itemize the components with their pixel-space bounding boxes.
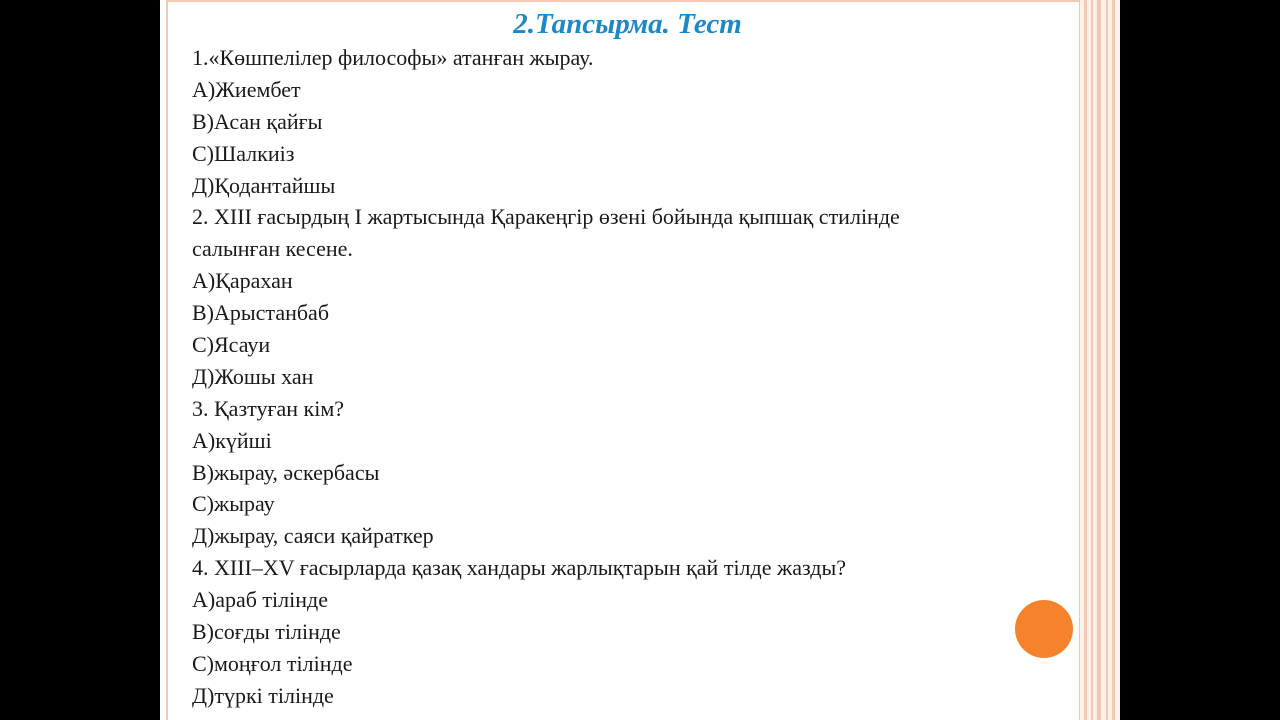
question-1-option-b: В)Асан қайғы bbox=[192, 108, 323, 134]
question-3: 3. Қазтуған кім? bbox=[192, 395, 345, 421]
question-1-option-c: С)Шалкиіз bbox=[192, 140, 295, 166]
question-4-option-b: В)соғды тілінде bbox=[192, 619, 341, 645]
question-4-option-a: А)араб тілінде bbox=[192, 587, 328, 613]
question-3-option-d: Д)жырау, саяси қайраткер bbox=[192, 523, 434, 549]
question-1-option-a: А)Жиембет bbox=[192, 76, 301, 102]
question-2-line-1: 2. ХІІІ ғасырдың І жартысында Қаракеңгір өзені бойында қыпшақ стилінде bbox=[192, 204, 900, 230]
test-content bbox=[192, 42, 1052, 712]
question-2-line-2: салынған кесене. bbox=[192, 236, 353, 262]
question-3-option-b: В)жырау, әскербасы bbox=[192, 459, 380, 485]
slide bbox=[160, 0, 1120, 720]
question-3-option-c: С)жырау bbox=[192, 491, 275, 517]
question-2-option-a: А)Қарахан bbox=[192, 268, 293, 294]
question-2-option-b: В)Арыстанбаб bbox=[192, 300, 330, 326]
question-1: 1.«Көшпелілер философы» атанған жырау. bbox=[192, 45, 594, 70]
question-4-option-d: Д)түркі тілінде bbox=[192, 682, 334, 708]
question-4-option-c: С)моңғол тілінде bbox=[192, 650, 353, 676]
page-title: 2.Тапсырма. Тест bbox=[513, 8, 742, 40]
question-2-option-d: Д)Жошы хан bbox=[192, 363, 314, 389]
question-2-option-c: С)Ясауи bbox=[192, 332, 271, 358]
orange-circle-decoration bbox=[1015, 600, 1073, 658]
question-3-option-a: А)күйші bbox=[192, 427, 272, 453]
question-1-option-d: Д)Қодантайшы bbox=[192, 172, 336, 198]
decorative-stripes bbox=[1079, 0, 1120, 720]
question-4: 4. ХІІІ–ХV ғасырларда қазақ хандары жарлықтарын қай тілде жазды? bbox=[192, 555, 846, 581]
